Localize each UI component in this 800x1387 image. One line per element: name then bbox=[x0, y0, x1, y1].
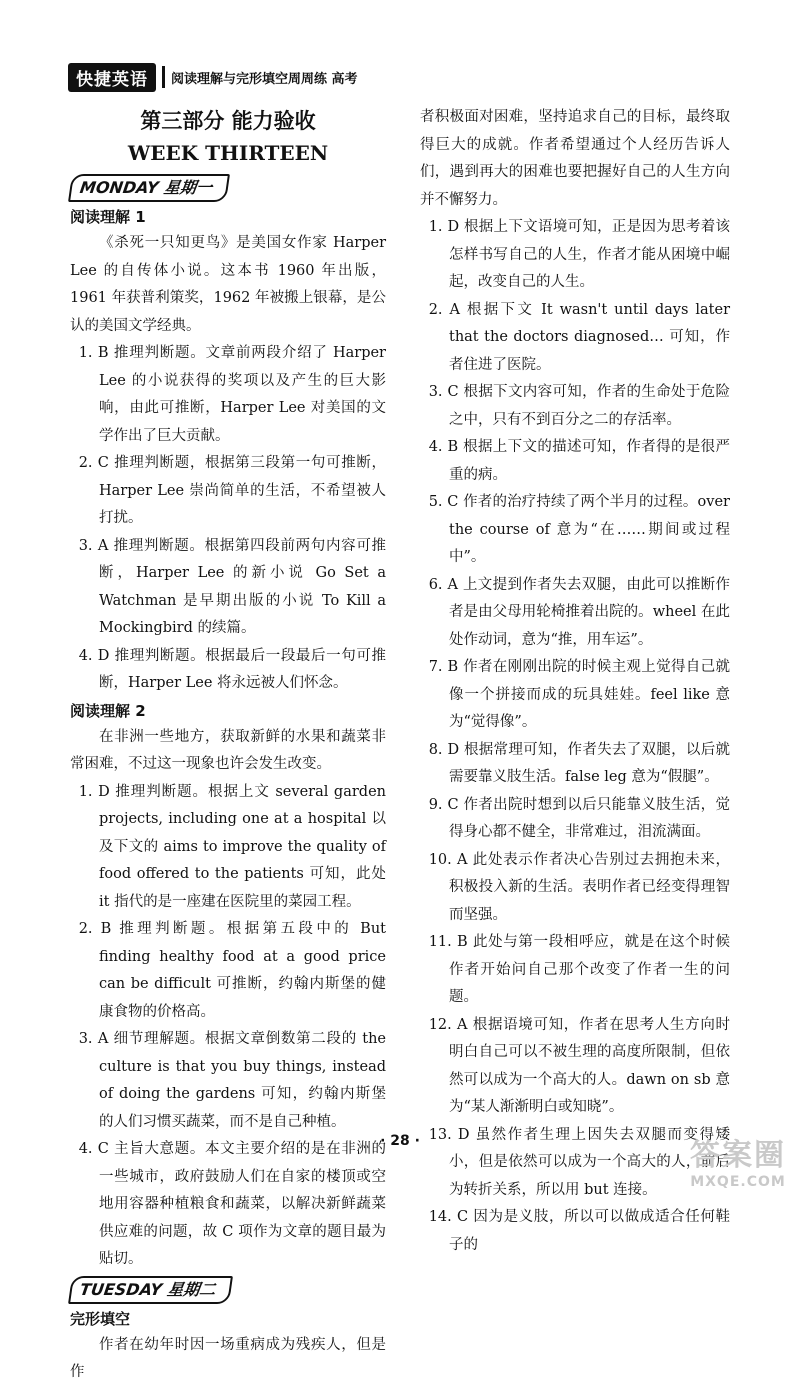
reading2-intro: 在非洲一些地方，获取新鲜的水果和蔬菜非常困难，不过这一现象也许会发生改变。 bbox=[70, 728, 386, 772]
cloze-item: 1. D 根据上下文语境可知，正是因为思考着该怎样书写自己的人生，作者才能从困境中崛起，改变自己的人生。 bbox=[428, 219, 730, 290]
reading1-item: 3. A 推理判断题。根据第四段前两句内容可推断，Harper Lee 的新小说 Go Set a Watchman 是早期出版的小说 To Kill a Mockingbird 的续篇。 bbox=[78, 537, 386, 636]
monday-tag: MONDAY 星期一 bbox=[68, 174, 230, 202]
header-subtitle: 阅读理解与完形填空周周练 高考 bbox=[171, 71, 358, 87]
reading1-item: 1. B 推理判断题。文章前两段介绍了 Harper Lee 的小说获得的奖项以及产生的巨大影响，由此可推断，Harper Lee 对美国的文学作出了巨大贡献。 bbox=[78, 345, 386, 444]
reading1-item: 4. D 推理判断题。根据最后一段最后一句可推断，Harper Lee 将永远被人们怀念。 bbox=[78, 647, 386, 691]
cloze-item: 3. C 根据下文内容可知，作者的生命处于危险之中，只有不到百分之二的存活率。 bbox=[428, 384, 730, 428]
week-title: WEEK THIRTEEN bbox=[127, 141, 329, 165]
right-column bbox=[420, 104, 730, 1259]
header-divider bbox=[162, 66, 165, 88]
part-title: 第三部分 能力验收 bbox=[140, 109, 316, 133]
cloze-item: 2. A 根据下文 It wasn't until days later that the doctors diagnosed… 可知，作者住进了医院。 bbox=[428, 301, 730, 373]
cloze-item: 11. B 此处与第一段相呼应，就是在这个时候作者开始问自己那个改变了作者一生的问题。 bbox=[428, 934, 730, 1005]
cloze-item: 10. A 此处表示作者决心告别过去拥抱未来，积极投入新的生活。表明作者已经变得理智而坚强。 bbox=[428, 851, 730, 923]
cloze-intro-start: 作者在幼年时因一场重病成为残疾人，但是作 bbox=[70, 1336, 386, 1380]
watermark-logo bbox=[690, 1130, 786, 1190]
cloze-item: 5. C 作者的治疗持续了两个半月的过程。over the course of 意为“在……期间或过程中”。 bbox=[428, 494, 730, 565]
reading2-heading: 阅读理解 2 bbox=[70, 701, 146, 720]
reading1-heading: 阅读理解 1 bbox=[70, 208, 146, 226]
watermark-url: MXQE.COM bbox=[690, 1174, 786, 1190]
reading1-intro: 《杀死一只知更鸟》是美国女作家 Harper Lee 的自传体小说。这本书 1960 年出版，1961 年获普利策奖，1962 年被搬上银幕，是公认的美国文学经典。 bbox=[70, 235, 386, 334]
cloze-item: 14. C 因为是义肢，所以可以做成适合任何鞋子的 bbox=[428, 1209, 730, 1253]
cloze-item: 4. B 根据上下文的描述可知，作者得的是很严重的病。 bbox=[428, 439, 730, 483]
brand-logo: 快捷英语 bbox=[68, 63, 156, 92]
cloze-item: 7. B 作者在刚刚出院的时候主观上觉得自己就像一个拼接而成的玩具娃娃。feel like 意为“觉得像”。 bbox=[428, 659, 730, 730]
reading2-item: 3. A 细节理解题。根据文章倒数第二段的 the culture is that you buy things, instead of doing the gardens 可知，约翰内斯堡的人们习惯买蔬菜，而不是自己种植。 bbox=[78, 1031, 386, 1130]
cloze-item: 13. D 虽然作者生理上因失去双腿而变得矮小，但是依然可以成为一个高大的人，前后为转折关系，所以用 but 连接。 bbox=[428, 1126, 730, 1198]
cloze-intro-continued: 者积极面对困难，坚持追求自己的目标，最终取得巨大的成就。作者希望通过个人经历告诉人们，遇到再大的困难也要把握好自己的人生方向并不懈努力。 bbox=[420, 109, 730, 208]
watermark-text: 答案圈 bbox=[690, 1138, 786, 1173]
reading2-item: 4. C 主旨大意题。本文主要介绍的是在非洲的一些城市，政府鼓励人们在自家的楼顶或空地用容器种植粮食和蔬菜，以解决新鲜蔬菜供应难的问题，故 C 项作为文章的题目最为贴切。 bbox=[78, 1141, 386, 1267]
cloze-item: 12. A 根据语境可知，作者在思考人生方向时明白自己可以不被生理的高度所限制，但依然可以成为一个高大的人。dawn on sb 意为“某人渐渐明白或知晓”。 bbox=[428, 1016, 730, 1115]
page-header bbox=[68, 62, 358, 92]
cloze-item: 6. A 上文提到作者失去双腿，由此可以推断作者是由父母用轮椅推着出院的。wheel 在此处作动词，意为“推，用车运”。 bbox=[428, 576, 730, 648]
cloze-heading: 完形填空 bbox=[70, 1309, 131, 1328]
tuesday-tag: TUESDAY 星期二 bbox=[68, 1276, 233, 1304]
reading2-item: 1. D 推理判断题。根据上文 several garden projects, including one at a hospital 以及下文的 aims to improve the quality of food offered to the patients 可知，此处 it 指代的是一座建在医院里的菜园工程。 bbox=[78, 783, 386, 910]
reading2-item: 2. B 推理判断题。根据第五段中的 But finding healthy food at a good price can be difficult 可推断，约翰内斯堡的健康食物的价格高。 bbox=[78, 921, 386, 1020]
page-number: · 28 · bbox=[380, 1133, 420, 1149]
left-column bbox=[70, 104, 386, 1387]
cloze-item: 8. D 根据常理可知，作者失去了双腿，以后就需要靠义肢生活。false leg 意为“假腿”。 bbox=[428, 741, 730, 785]
cloze-item: 9. C 作者出院时想到以后只能靠义肢生活，觉得身心都不健全，非常难过，泪流满面。 bbox=[428, 796, 730, 840]
reading1-item: 2. C 推理判断题，根据第三段第一句可推断，Harper Lee 崇尚简单的生活，不希望被人打扰。 bbox=[78, 455, 386, 526]
